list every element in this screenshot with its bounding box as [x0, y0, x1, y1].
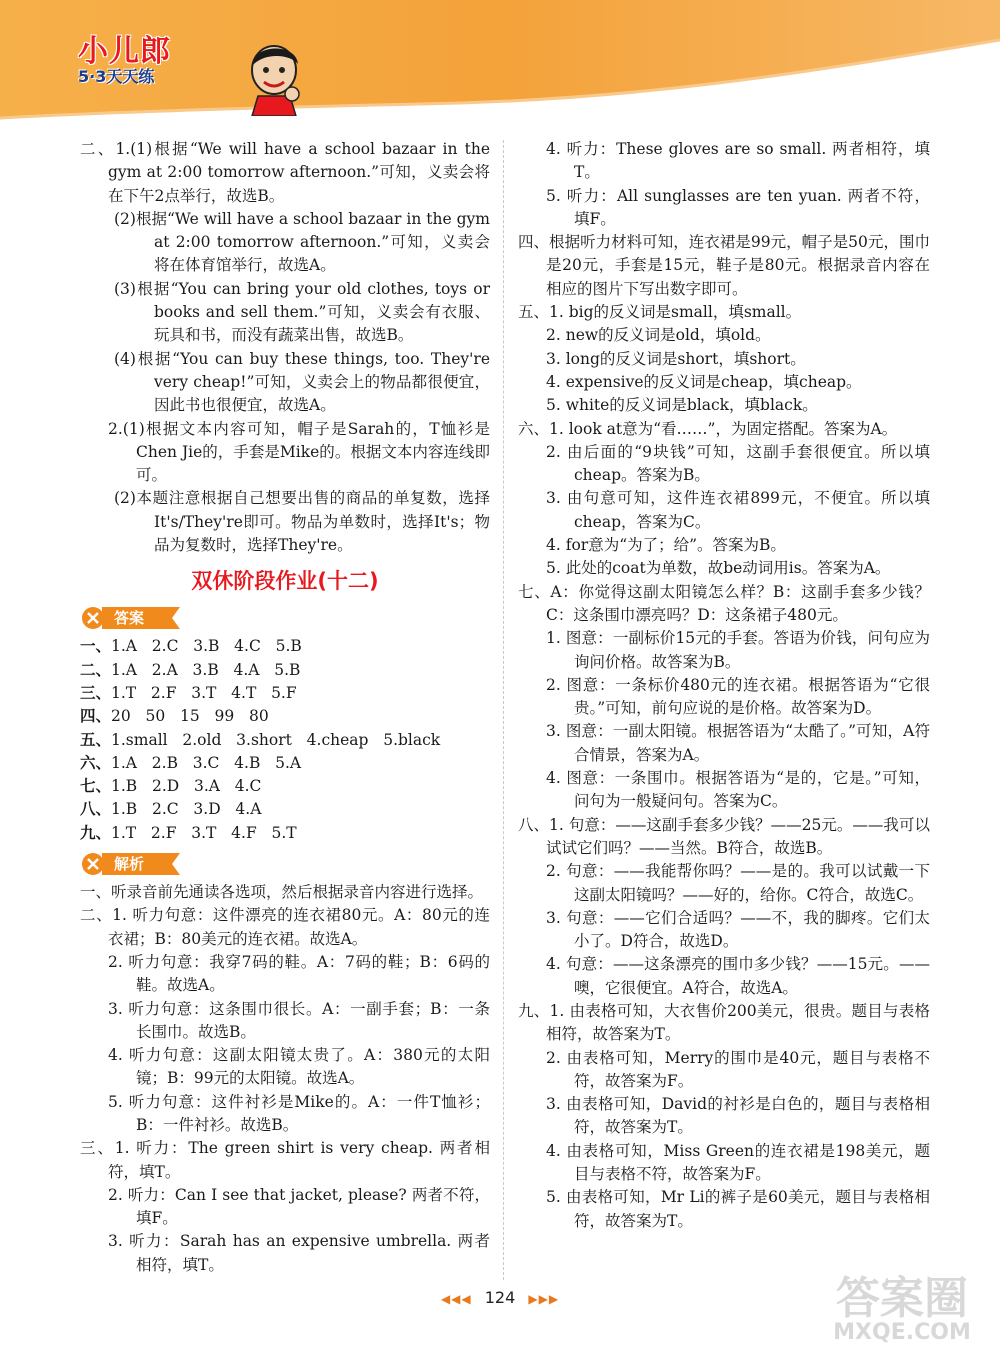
column-divider — [503, 140, 504, 1280]
answer-values: 1.A 2.C 3.B 4.C 5.B — [111, 637, 302, 656]
analysis-paragraph: 四、根据听力材料可知，连衣裙是99元，帽子是50元，围巾是20元，手套是15元，鞋子是80元。根据录音内容在相应的图片下写出数字即可。 — [518, 233, 930, 298]
answer-values: 1.small 2.old 3.short 4.cheap 5.black — [111, 730, 441, 749]
analysis-paragraph: 5. 听力句意：这件衬衫是Mike的。A：一件T恤衫；B：一件衬衫。故选B。 — [108, 1092, 490, 1134]
answer-section-number: 五、 — [80, 730, 112, 749]
answer-row — [80, 822, 490, 845]
analysis-paragraph: 4. 由表格可知，Miss Green的连衣裙是198美元，题目与表格不符，故答案为F。 — [546, 1141, 930, 1184]
answer-section-number: 三、 — [80, 683, 112, 702]
answers-tag — [80, 605, 190, 631]
analysis-paragraph: 九、1. 由表格可知，大衣售价200美元，很贵。题目与表格相符，故答案为T。 — [518, 1001, 930, 1044]
analysis-paragraph: 2. 图意：一条标价480元的连衣裙。根据答语为“它很贵。”可知，前句应说的是价格。故答案为D。 — [546, 675, 930, 718]
analysis-paragraph: 3. 句意：——它们合适吗？——不，我的脚疼。它们太小了。D符合，故选D。 — [546, 908, 930, 951]
analysis-paragraph: 八、1. 句意：——这副手套多少钱？——25元。——我可以试试它们吗？——当然。B符合，故选B。 — [518, 815, 930, 857]
answer-values: 1.B 2.D 3.A 4.C — [111, 777, 262, 796]
explanation-paragraph: (3)根据“You can bring your old clothes, toys or books and sell them.”可知，义卖会有衣服、玩具和书，而没有蔬菜出售，故选B。 — [114, 279, 490, 345]
answer-row — [80, 635, 490, 658]
left-column — [80, 138, 490, 1277]
answer-section-number: 四、 — [80, 707, 112, 726]
analysis-paragraph: 5. 听力：All sunglasses are ten yuan. 两者不符，填F。 — [546, 186, 930, 228]
analysis-paragraph: 七、A：你觉得这副太阳镜怎么样？B：这副手套多少钱？C：这条围巾漂亮吗？D：这条裙子480元。 — [518, 582, 930, 624]
explanation-paragraph: 二、1.(1)根据“We will have a school bazaar in the gym at 2:00 tomorrow afternoon.”可知，义卖会将在下午2点举行，故选B。 — [80, 140, 490, 205]
answer-section-number: 八、 — [80, 800, 112, 819]
answer-values: 1.A 2.B 3.C 4.B 5.A — [111, 753, 302, 772]
analysis-paragraph: 3. long的反义词是short，填short。 — [546, 349, 806, 368]
analysis-paragraph: 3. 图意：一副太阳镜。根据答语为“太酷了。”可知，A符合情景，答案为A。 — [546, 722, 930, 764]
answer-values: 1.A 2.A 3.B 4.A 5.B — [111, 660, 301, 679]
explanation-paragraph: (4)根据“You can buy these things, too. They're very cheap!”可知，义卖会上的物品都很便宜，因此书也很便宜，故选A。 — [114, 349, 490, 415]
analysis-paragraph: 3. 由句意可知，这件连衣裙899元，不便宜。所以填cheap，答案为C。 — [546, 489, 930, 531]
watermark-logo: 答案圈 — [836, 1273, 968, 1324]
answer-values: 20 50 15 99 80 — [111, 707, 269, 726]
answer-row — [80, 705, 490, 728]
analysis-paragraph: 一、听录音前先通读各选项，然后根据录音内容进行选择。 — [80, 883, 484, 902]
analysis-paragraph: 2. 由后面的“9块钱”可知，这副手套很便宜。所以填cheap。答案为B。 — [546, 442, 930, 485]
right-column — [518, 138, 930, 1233]
analysis-paragraph: 2. new的反义词是old，填old。 — [546, 326, 771, 345]
analysis-paragraph: 4. 句意：——这条漂亮的围巾多少钱？——15元。——噢，它很便宜。A符合，故选A。 — [546, 955, 930, 997]
answers-tag-label: 答案 — [114, 609, 145, 628]
brand-logo — [72, 26, 232, 96]
analysis-paragraph: 3. 听力句意：这条围巾很长。A：一副手套；B：一条长围巾。故选B。 — [108, 999, 490, 1041]
watermark-url: MXQE.COM — [833, 1320, 971, 1345]
brand-title: 小儿郎 — [78, 34, 171, 69]
answer-section-number: 二、 — [80, 660, 112, 679]
analysis-paragraph: 3. 听力：Sarah has an expensive umbrella. 两者相符，填T。 — [108, 1232, 490, 1274]
answer-section-number: 一、 — [80, 637, 112, 656]
analysis-paragraph: 2. 听力：Can I see that jacket, please? 两者不符，填F。 — [108, 1185, 490, 1228]
analysis-paragraph: 5. 由表格可知，Mr Li的裤子是60美元，题目与表格相符，故答案为T。 — [546, 1188, 930, 1230]
prev-arrows-icon: ◀◀◀ — [440, 1292, 472, 1306]
analysis-tag-label: 解析 — [114, 855, 145, 874]
analysis-paragraph: 二、1. 听力句意：这件漂亮的连衣裙80元。A：80元的连衣裙；B：80美元的连衣裙。故选A。 — [80, 906, 490, 948]
analysis-paragraph: 4. expensive的反义词是cheap，填cheap。 — [546, 372, 862, 391]
analysis-paragraph: 5. white的反义词是black，填black。 — [546, 396, 818, 415]
answer-row — [80, 682, 490, 705]
section-title: 双休阶段作业(十二) — [191, 569, 379, 594]
answer-section-number: 七、 — [80, 777, 112, 796]
analysis-paragraph: 5. 此处的coat为单数，故be动词用is。答案为A。 — [546, 559, 891, 578]
analysis-paragraph: 五、1. big的反义词是small，填small。 — [518, 303, 802, 322]
answer-row — [80, 798, 490, 821]
analysis-paragraph: 4. 图意：一条围巾。根据答语为“是的，它是。”可知，问句为一般疑问句。答案为C。 — [546, 769, 930, 811]
analysis-paragraph: 1. 图意：一副标价15元的手套。答语为价钱，问句应为询问价格。故答案为B。 — [546, 629, 930, 671]
analysis-paragraph: 3. 由表格可知，David的衬衫是白色的，题目与表格相符，故答案为T。 — [546, 1095, 930, 1137]
mascot-icon — [244, 36, 306, 116]
page-number: 124 — [484, 1288, 516, 1307]
answer-section-number: 六、 — [80, 753, 112, 772]
explanation-paragraph: (2)本题注意根据自己想要出售的商品的单复数，选择It's/They're即可。物品为单数时，选择It's；物品为复数时，选择They're。 — [114, 489, 490, 555]
answer-values: 1.B 2.C 3.D 4.A — [111, 800, 262, 819]
answer-section-number: 九、 — [80, 823, 112, 842]
analysis-paragraph: 4. 听力句意：这副太阳镜太贵了。A：380元的太阳镜；B：99元的太阳镜。故选A。 — [108, 1046, 490, 1088]
analysis-paragraph: 三、1. 听力：The green shirt is very cheap. 两者相符，填T。 — [80, 1139, 490, 1181]
brand-subtitle: 5·3天天练 — [78, 67, 155, 86]
answer-row — [80, 752, 490, 775]
answer-row — [80, 659, 490, 682]
answer-values: 1.T 2.F 3.T 4.T 5.F — [111, 683, 297, 702]
next-arrows-icon: ▶▶▶ — [528, 1292, 560, 1306]
explanation-paragraph: (2)根据“We will have a school bazaar in the gym at 2:00 tomorrow afternoon.”可知，义卖会将在体育馆举行，故选A。 — [114, 209, 490, 275]
analysis-paragraph: 2. 句意：——我能帮你吗？——是的。我可以试戴一下这副太阳镜吗？——好的，给你。C符合，故选C。 — [546, 862, 930, 904]
analysis-paragraph: 2. 由表格可知，Merry的围巾是40元，题目与表格不符，故答案为F。 — [546, 1048, 930, 1090]
answer-row — [80, 729, 490, 752]
analysis-paragraph: 4. 听力：These gloves are so small. 两者相符，填T。 — [546, 140, 930, 182]
explanation-paragraph: 2.(1)根据文本内容可知，帽子是Sarah的，T恤衫是Chen Jie的，手套是Mike的。根据文本内容连线即可。 — [108, 419, 490, 485]
answer-values: 1.T 2.F 3.T 4.F 5.T — [111, 823, 297, 842]
answer-row — [80, 775, 490, 798]
watermark — [812, 1262, 992, 1354]
analysis-paragraph: 2. 听力句意：我穿7码的鞋。A：7码的鞋；B：6码的鞋。故选A。 — [108, 952, 490, 995]
analysis-paragraph: 六、1. look at意为“看……”，为固定搭配。答案为A。 — [518, 419, 898, 438]
analysis-tag — [80, 851, 190, 877]
analysis-paragraph: 4. for意为“为了；给”。答案为B。 — [546, 536, 786, 555]
